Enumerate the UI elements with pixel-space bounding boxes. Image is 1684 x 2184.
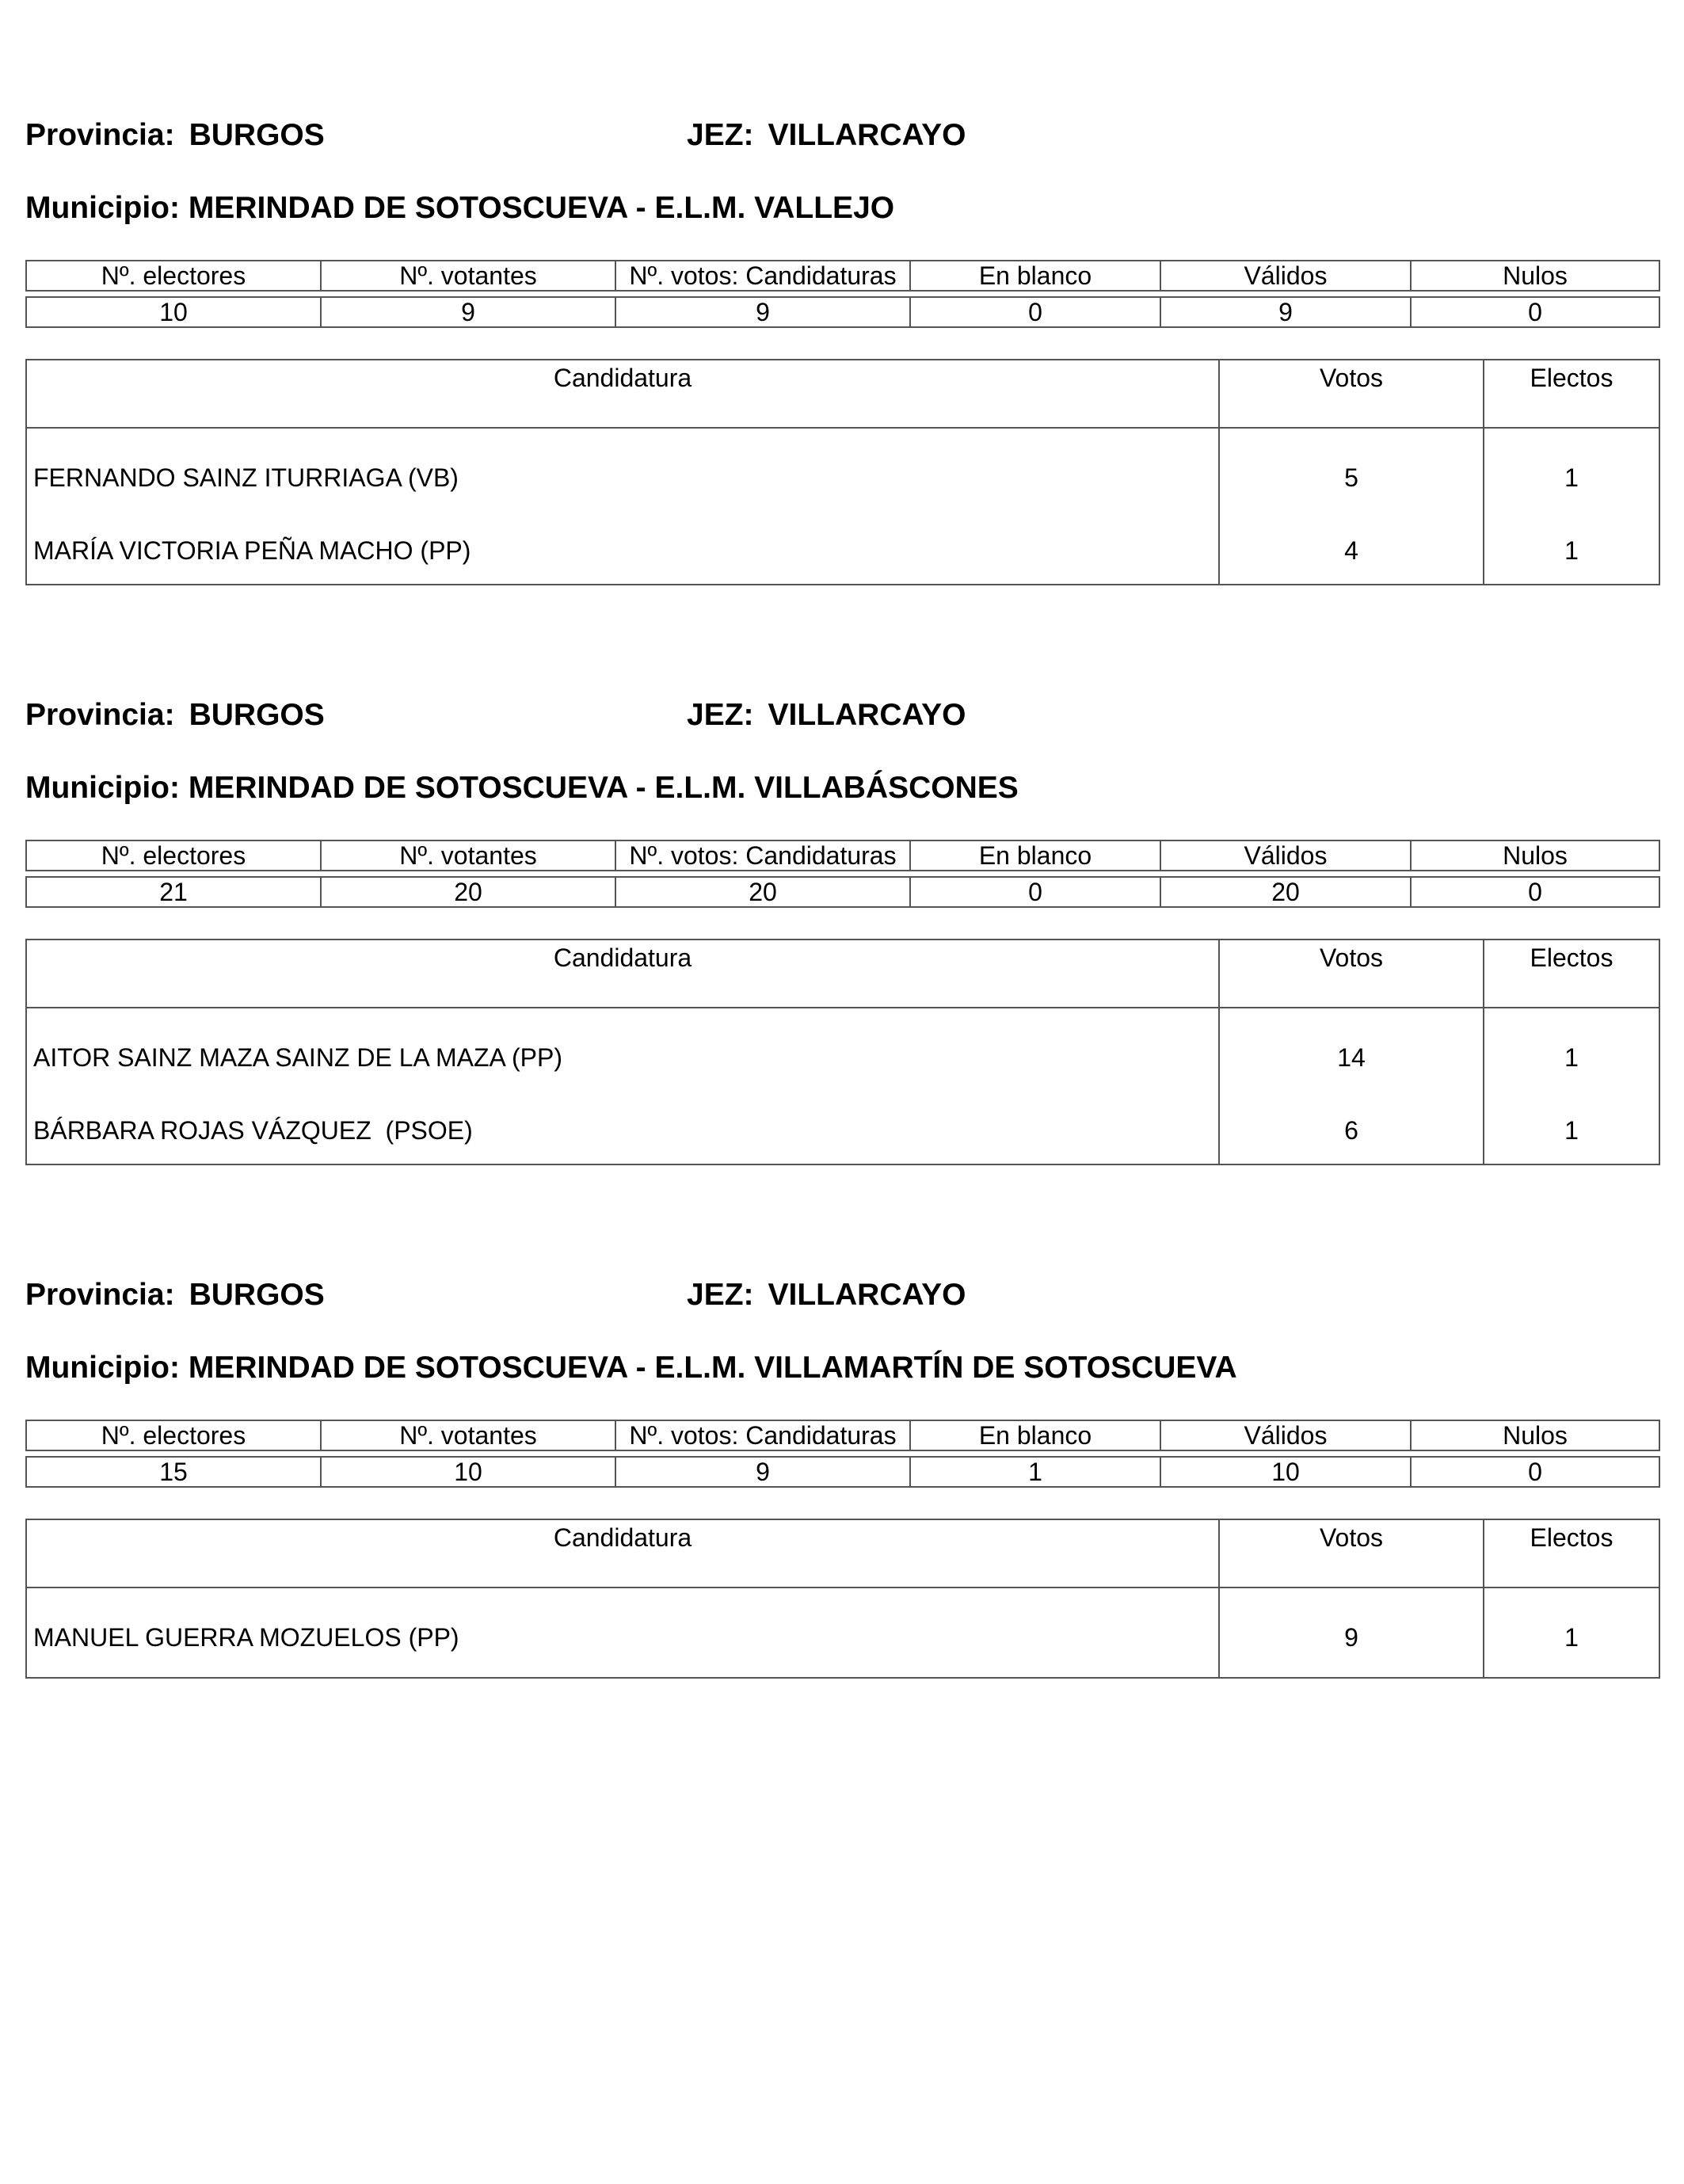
stats-header-en-blanco: En blanco (910, 840, 1160, 871)
municipio-label: Municipio: (25, 771, 180, 805)
electos-header: Electos (1484, 1519, 1659, 1587)
stats-value-votos-candidaturas: 20 (615, 877, 910, 907)
stats-header-electores: Nº. electores (26, 840, 321, 871)
candidate-electos: 1 (1484, 1097, 1659, 1164)
stats-value-votos-candidaturas: 9 (615, 297, 910, 327)
candidate-votos: 14 (1219, 1008, 1484, 1097)
table-row (26, 1008, 1659, 1097)
municipio-heading (25, 770, 1019, 806)
candidate-electos: 1 (1484, 1008, 1659, 1097)
stats-value-en-blanco: 0 (910, 877, 1160, 907)
candidate-votos: 4 (1219, 517, 1484, 585)
table-row (26, 1587, 1659, 1678)
stats-value-validos: 10 (1160, 1457, 1411, 1487)
stats-value-row (26, 877, 1659, 907)
stats-header-nulos: Nulos (1411, 840, 1659, 871)
stats-value-electores: 10 (26, 297, 321, 327)
stats-header-row (26, 840, 1659, 871)
jez-heading (687, 117, 966, 154)
stats-table (25, 260, 1660, 328)
candidates-header-row (26, 360, 1659, 428)
candidate-votos: 6 (1219, 1097, 1484, 1164)
stats-value-validos: 9 (1160, 297, 1411, 327)
stats-value-nulos: 0 (1411, 297, 1659, 327)
stats-value-row (26, 297, 1659, 327)
provincia-heading (25, 1277, 325, 1313)
candidate-electos: 1 (1484, 517, 1659, 585)
stats-header-votos-candidaturas: Nº. votos: Candidaturas (615, 840, 910, 871)
stats-table (25, 840, 1660, 908)
candidate-name: AITOR SAINZ MAZA SAINZ DE LA MAZA (PP) (26, 1008, 1219, 1097)
municipio-value: MERINDAD DE SOTOSCUEVA - E.L.M. VILLABÁSCONES (188, 771, 1019, 805)
candidates-table (25, 1519, 1660, 1679)
stats-header-votos-candidaturas: Nº. votos: Candidaturas (615, 1420, 910, 1450)
candidatura-header: Candidatura (26, 940, 1219, 1008)
jez-label: JEZ: (687, 1278, 754, 1312)
stats-value-en-blanco: 0 (910, 297, 1160, 327)
stats-value-electores: 21 (26, 877, 321, 907)
candidate-name: MARÍA VICTORIA PEÑA MACHO (PP) (26, 517, 1219, 585)
municipio-label: Municipio: (25, 191, 180, 225)
candidate-name: MANUEL GUERRA MOZUELOS (PP) (26, 1587, 1219, 1678)
stats-value-votantes: 20 (321, 877, 615, 907)
jez-heading (687, 1277, 966, 1313)
stats-value-validos: 20 (1160, 877, 1411, 907)
votos-header: Votos (1219, 1519, 1484, 1587)
candidate-electos: 1 (1484, 428, 1659, 517)
candidatura-header: Candidatura (26, 1519, 1219, 1587)
provincia-heading (25, 697, 325, 734)
candidate-name: BÁRBARA ROJAS VÁZQUEZ (PSOE) (26, 1097, 1219, 1164)
stats-value-nulos: 0 (1411, 877, 1659, 907)
municipio-value: MERINDAD DE SOTOSCUEVA - E.L.M. VILLAMARTÍN DE SOTOSCUEVA (188, 1351, 1237, 1385)
provincia-value: BURGOS (189, 118, 325, 152)
candidates-header-row (26, 940, 1659, 1008)
stats-header-votantes: Nº. votantes (321, 1420, 615, 1450)
electos-header: Electos (1484, 940, 1659, 1008)
candidate-electos: 1 (1484, 1587, 1659, 1678)
stats-header-en-blanco: En blanco (910, 261, 1160, 291)
stats-value-votantes: 10 (321, 1457, 615, 1487)
electos-header: Electos (1484, 360, 1659, 428)
jez-value: VILLARCAYO (768, 698, 966, 732)
provincia-value: BURGOS (189, 698, 325, 732)
stats-header-votantes: Nº. votantes (321, 261, 615, 291)
candidate-name: FERNANDO SAINZ ITURRIAGA (VB) (26, 428, 1219, 517)
stats-header-electores: Nº. electores (26, 1420, 321, 1450)
candidate-votos: 9 (1219, 1587, 1484, 1678)
stats-header-en-blanco: En blanco (910, 1420, 1160, 1450)
candidates-header-row (26, 1519, 1659, 1587)
provincia-heading (25, 117, 325, 154)
provincia-label: Provincia: (25, 698, 175, 732)
provincia-label: Provincia: (25, 1278, 175, 1312)
municipio-label: Municipio: (25, 1351, 180, 1385)
stats-value-electores: 15 (26, 1457, 321, 1487)
stats-header-nulos: Nulos (1411, 261, 1659, 291)
jez-value: VILLARCAYO (768, 1278, 966, 1312)
candidate-votos: 5 (1219, 428, 1484, 517)
stats-header-nulos: Nulos (1411, 1420, 1659, 1450)
votos-header: Votos (1219, 940, 1484, 1008)
stats-value-row (26, 1457, 1659, 1487)
municipio-heading (25, 190, 894, 227)
table-row (26, 1097, 1659, 1164)
votos-header: Votos (1219, 360, 1484, 428)
provincia-value: BURGOS (189, 1278, 325, 1312)
stats-table (25, 1420, 1660, 1488)
municipio-value: MERINDAD DE SOTOSCUEVA - E.L.M. VALLEJO (188, 191, 895, 225)
stats-header-votos-candidaturas: Nº. votos: Candidaturas (615, 261, 910, 291)
provincia-label: Provincia: (25, 118, 175, 152)
candidates-table (25, 939, 1660, 1165)
stats-value-votos-candidaturas: 9 (615, 1457, 910, 1487)
stats-header-electores: Nº. electores (26, 261, 321, 291)
jez-value: VILLARCAYO (768, 118, 966, 152)
municipio-heading (25, 1350, 1237, 1386)
stats-header-validos: Válidos (1160, 840, 1411, 871)
stats-value-votantes: 9 (321, 297, 615, 327)
stats-header-validos: Válidos (1160, 1420, 1411, 1450)
stats-header-row (26, 261, 1659, 291)
jez-label: JEZ: (687, 118, 754, 152)
jez-heading (687, 697, 966, 734)
candidates-table (25, 359, 1660, 585)
table-row (26, 517, 1659, 585)
stats-header-row (26, 1420, 1659, 1450)
stats-value-en-blanco: 1 (910, 1457, 1160, 1487)
jez-label: JEZ: (687, 698, 754, 732)
stats-header-votantes: Nº. votantes (321, 840, 615, 871)
candidatura-header: Candidatura (26, 360, 1219, 428)
table-row (26, 428, 1659, 517)
stats-header-validos: Válidos (1160, 261, 1411, 291)
stats-value-nulos: 0 (1411, 1457, 1659, 1487)
